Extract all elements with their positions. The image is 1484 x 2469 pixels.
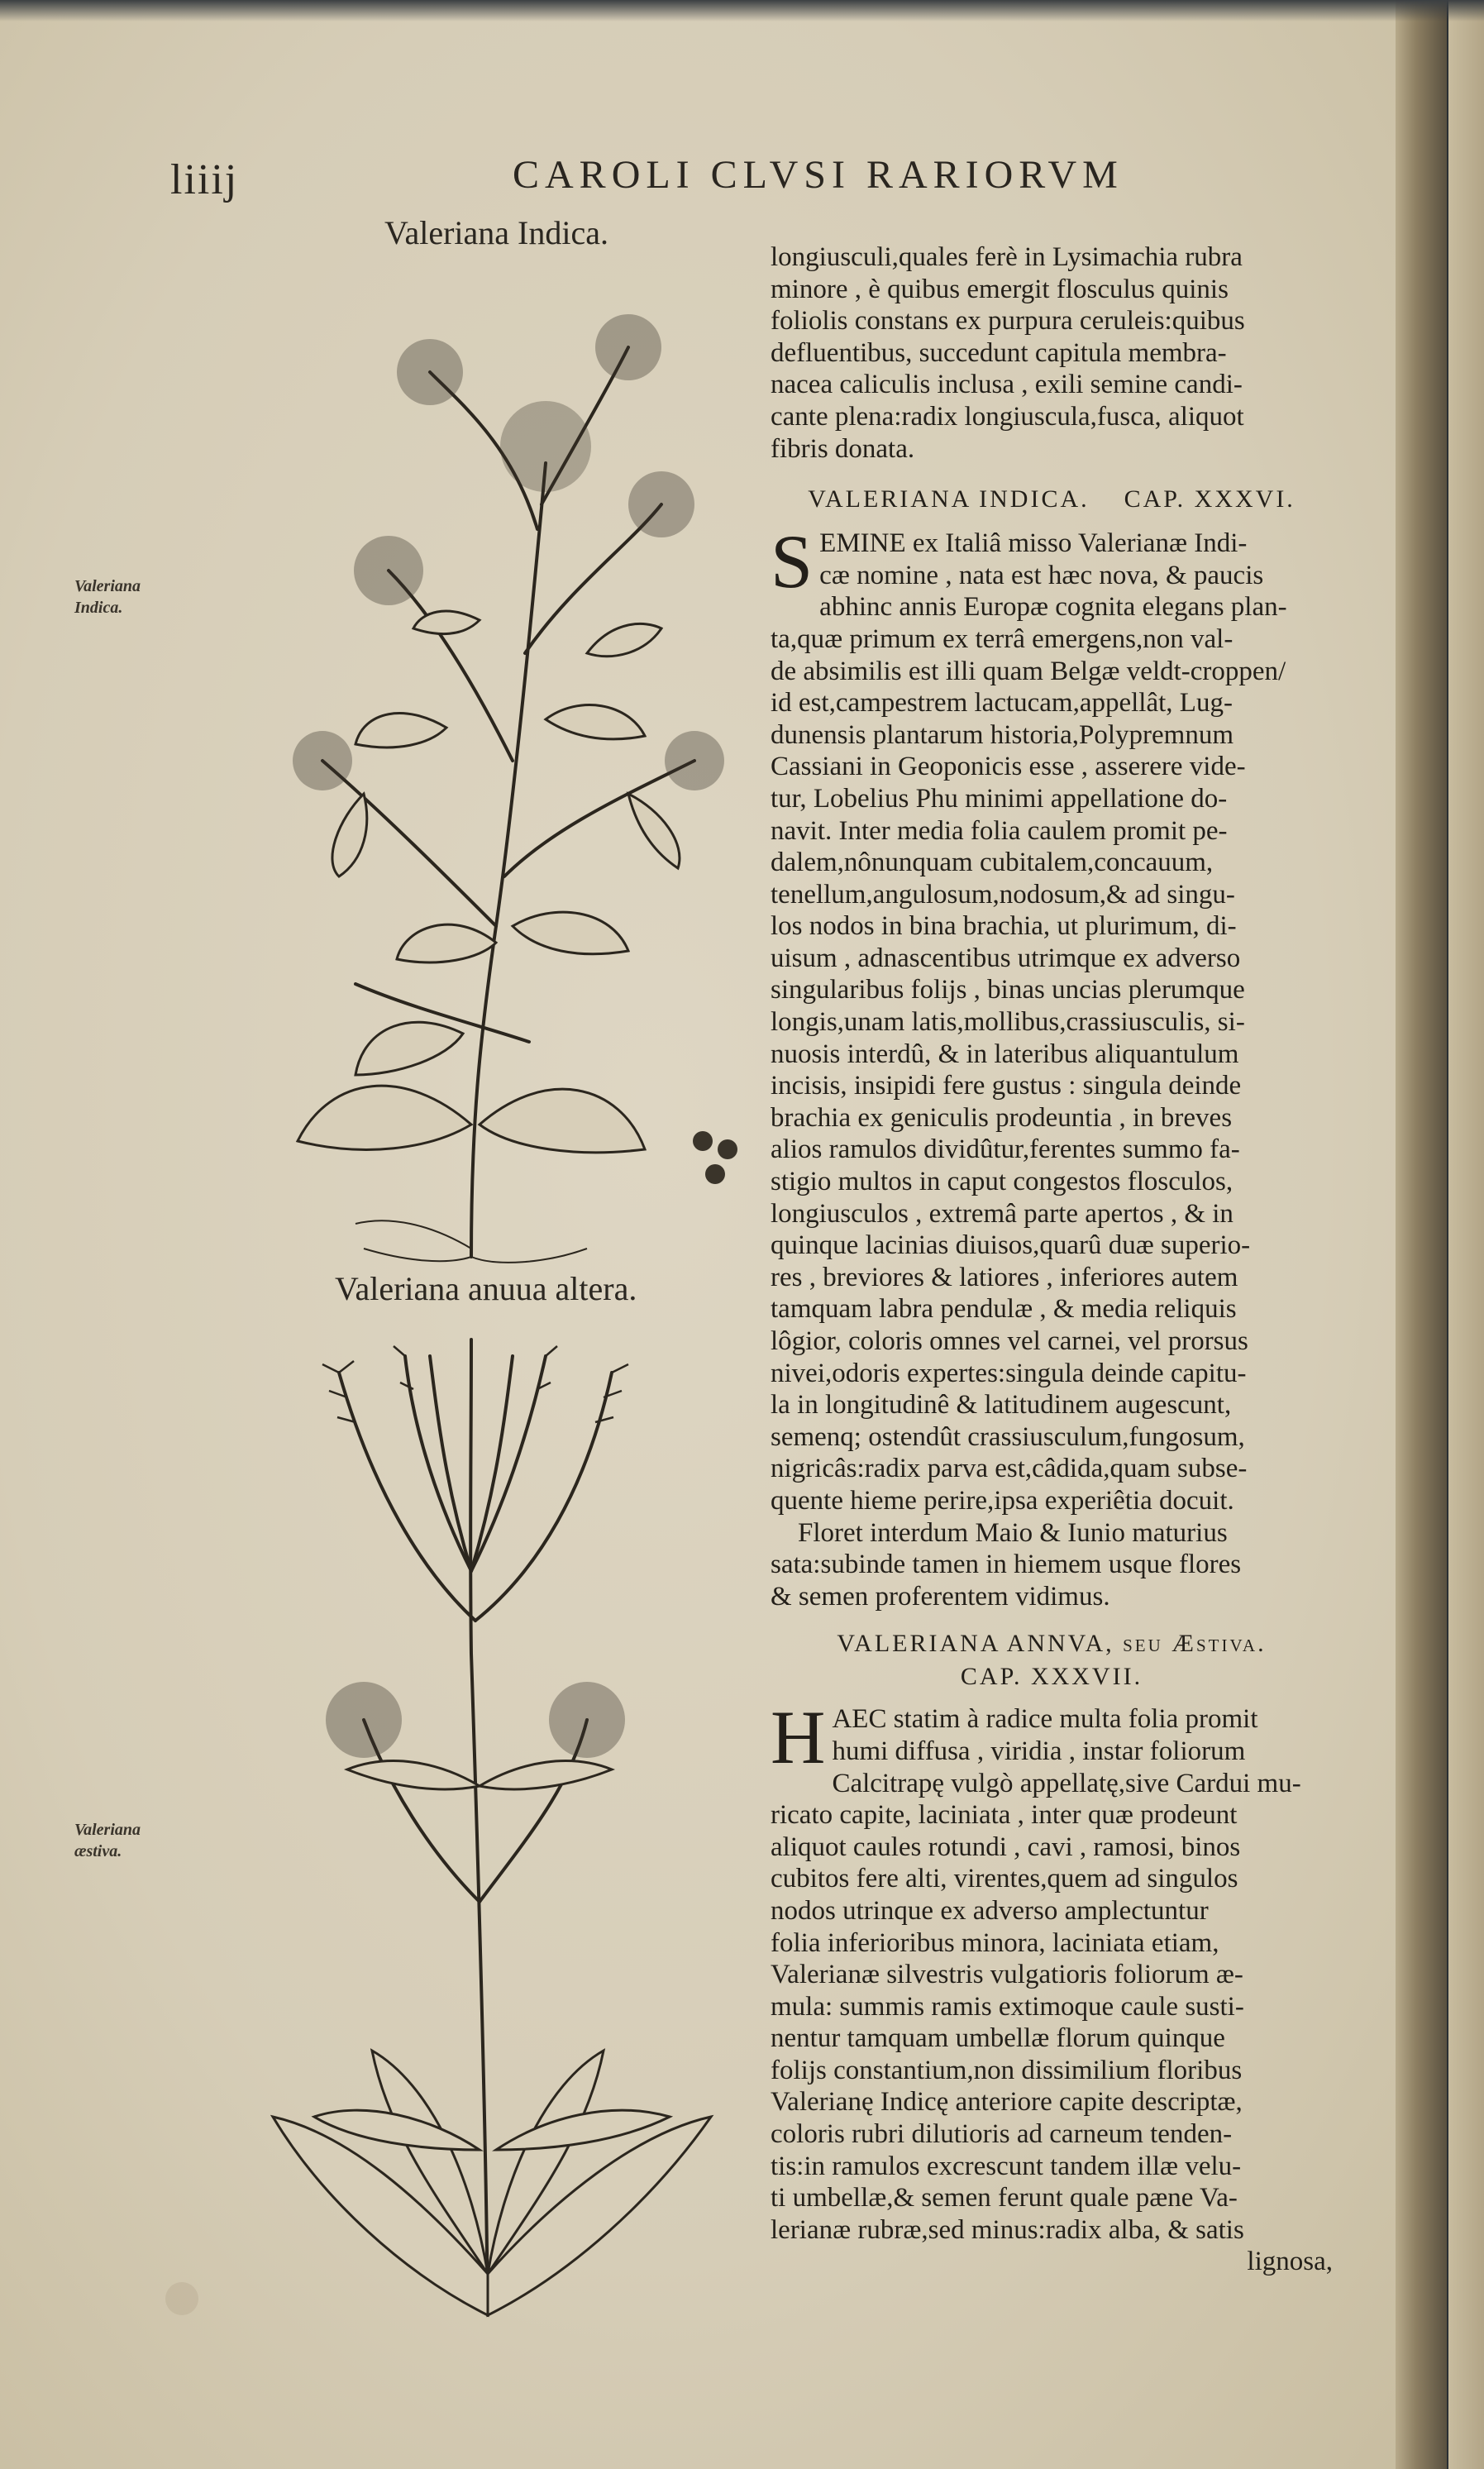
running-head: CAROLI CLVSI RARIORVM: [513, 153, 1124, 197]
text-line: quinque lacinias diuisos,quarû duæ superio-: [771, 1230, 1251, 1261]
text-line: brachia ex geniculis prodeuntia , in breves: [771, 1102, 1233, 1133]
text-line: singularibus folijs , binas uncias plerumque: [771, 975, 1245, 1005]
text-line: semenq; ostendût crassiusculum,fungosum,: [771, 1421, 1245, 1452]
text-line: cante plena:radix longiuscula,fusca, aliquot: [771, 401, 1244, 432]
text-line: nodos utrinque ex adverso amplectuntur: [771, 1895, 1209, 1926]
text-line: quente hieme perire,ipsa experiêtia docuit.: [771, 1485, 1234, 1516]
text-line: defluentibus, succedunt capitula membra-: [771, 337, 1227, 368]
adjacent-page-edge: [1448, 0, 1484, 2469]
text-line: Floret interdum Maio & Iunio maturius: [771, 1517, 1228, 1548]
text-line: id est,campestrem lactucam,appellât, Lug-: [771, 688, 1233, 719]
text-line: abhinc annis Europæ cognita elegans plan-: [819, 592, 1287, 623]
text-line: mula: summis ramis extimoque caule susti-: [771, 1991, 1244, 2022]
figure-caption-valeriana-annua: Valeriana anuua altera.: [335, 1270, 637, 1307]
chapter-37-heading: VALERIANA ANNVA, seu Æstiva.: [837, 1630, 1267, 1658]
figure-caption-valeriana-indica: Valeriana Indica.: [384, 214, 608, 251]
text-line: uisum , adnascentibus utrimque ex adverso: [771, 943, 1241, 973]
text-line: lignosa,: [1247, 2247, 1333, 2277]
text-line: tenellum,angulosum,nodosum,& ad singu-: [771, 879, 1235, 910]
text-line: humi diffusa , viridia , instar foliorum: [832, 1736, 1246, 1766]
margin-note-valeriana-indica: Valeriana Indica.: [74, 577, 141, 617]
text-line: nentur tamquam umbellæ florum quinque: [771, 2023, 1225, 2054]
text-line: tis:in ramulos excrescunt tandem illæ velu-: [771, 2151, 1242, 2181]
text-line: ti umbellæ,& semen ferunt quale pæne Va-: [771, 2183, 1238, 2214]
text-line: res , breviores & latiores , inferiores autem: [771, 1262, 1238, 1292]
ink-spot: [165, 2282, 198, 2315]
text-line: lôgior, coloris omnes vel carnei, vel prorsus: [771, 1326, 1248, 1356]
text-line: la in longitudinê & latitudinem augescunt,: [771, 1390, 1232, 1421]
margin-note-valeriana-aestiva: Valeriana æstiva.: [74, 1821, 141, 1860]
text-line: minore , è quibus emergit flosculus quinis: [771, 274, 1229, 304]
text-line: nuosis interdû, & in lateribus aliquantulum: [771, 1039, 1239, 1069]
text-line: Valerianæ silvestris vulgatioris foliorum æ-: [771, 1960, 1243, 1990]
valeriana-annua-illustration: [223, 1323, 752, 2340]
page-number: liiij: [170, 156, 239, 203]
intro-paragraph: [771, 241, 1333, 465]
text-line: de absimilis est illi quam Belgæ veldt-croppen/: [771, 656, 1286, 686]
text-line: lerianæ rubræ,sed minus:radix alba, & satis: [771, 2214, 1244, 2245]
text-line: fibris donata.: [771, 433, 915, 464]
text-line: Valerianę Indicę anteriore capite descriptæ,: [771, 2087, 1243, 2118]
text-line: Calcitrapę vulgò appellatę,sive Cardui mu-: [832, 1768, 1301, 1798]
text-line: nacea caliculis inclusa , exili semine candi-: [771, 370, 1243, 400]
text-column: [771, 241, 1333, 2278]
chapter-36-body: [771, 519, 1333, 1612]
text-line: aliquot caules rotundi , cavi , ramosi, binos: [771, 1831, 1241, 1862]
text-line: ta,quæ primum ex terrâ emergens,non val-: [771, 623, 1233, 654]
text-line: nigricâs:radix parva est,câdida,quam subse-: [771, 1454, 1248, 1484]
text-line: tamquam labra pendulæ , & media reliquis: [771, 1294, 1237, 1325]
chapter-36-heading: VALERIANA INDICA. CAP. XXXVI.: [808, 485, 1296, 513]
text-line: folijs constantium,non dissimilium floribus: [771, 2055, 1243, 2085]
chapter-37-body: [771, 1695, 1333, 2278]
text-line: longiusculi,quales ferè in Lysimachia rubra: [771, 242, 1243, 272]
chapter-37-number: CAP. XXXVII.: [960, 1663, 1143, 1691]
text-line: cubitos fere alti, virentes,quem ad singulos: [771, 1864, 1238, 1894]
text-line: stigio multos in caput congestos flosculos,: [771, 1167, 1233, 1197]
text-line: coloris rubri dilutioris ad carneum tenden-: [771, 2119, 1233, 2150]
text-line: tur, Lobelius Phu minimi appellatione do-: [771, 783, 1228, 814]
valeriana-indica-illustration: [198, 298, 777, 1273]
text-line: ricato capite, laciniata , inter quæ prodeunt: [771, 1800, 1238, 1831]
text-line: EMINE ex Italiâ misso Valerianæ Indi-: [819, 528, 1248, 559]
text-line: foliolis constans ex purpura ceruleis:quibus: [771, 306, 1245, 337]
book-gutter: [1396, 0, 1447, 2469]
text-line: los nodos in bina brachia, ut plurimum, di-: [771, 911, 1237, 942]
text-line: & semen proferentem vidimus.: [771, 1581, 1110, 1612]
text-line: AEC statim à radice multa folia promit: [832, 1704, 1258, 1735]
top-shadow: [0, 0, 1484, 21]
text-line: longis,unam latis,mollibus,crassiusculis, si-: [771, 1007, 1245, 1038]
dropcap-s: S: [771, 519, 814, 604]
text-line: sata:subinde tamen in hiemem usque flores: [771, 1550, 1242, 1580]
text-line: longiusculos , extremâ parte apertos , & in: [771, 1198, 1233, 1229]
text-line: dalem,nônunquam cubitalem,concauum,: [771, 848, 1214, 878]
text-line: navit. Inter media folia caulem promit pe-: [771, 815, 1228, 846]
text-line: nivei,odoris expertes:singula deinde capitu-: [771, 1358, 1247, 1388]
text-line: dunensis plantarum historia,Polypremnum: [771, 719, 1234, 750]
text-line: alios ramulos dividûtur,ferentes summo fa-: [771, 1134, 1240, 1165]
text-line: cæ nomine , nata est hæc nova, & paucis: [819, 560, 1264, 590]
dropcap-h: H: [771, 1695, 826, 1780]
text-line: folia inferioribus minora, laciniata etiam,: [771, 1927, 1219, 1958]
text-line: incisis, insipidi fere gustus : singula deinde: [771, 1071, 1242, 1101]
text-line: Cassiani in Geoponicis esse , asserere vide-: [771, 752, 1246, 782]
